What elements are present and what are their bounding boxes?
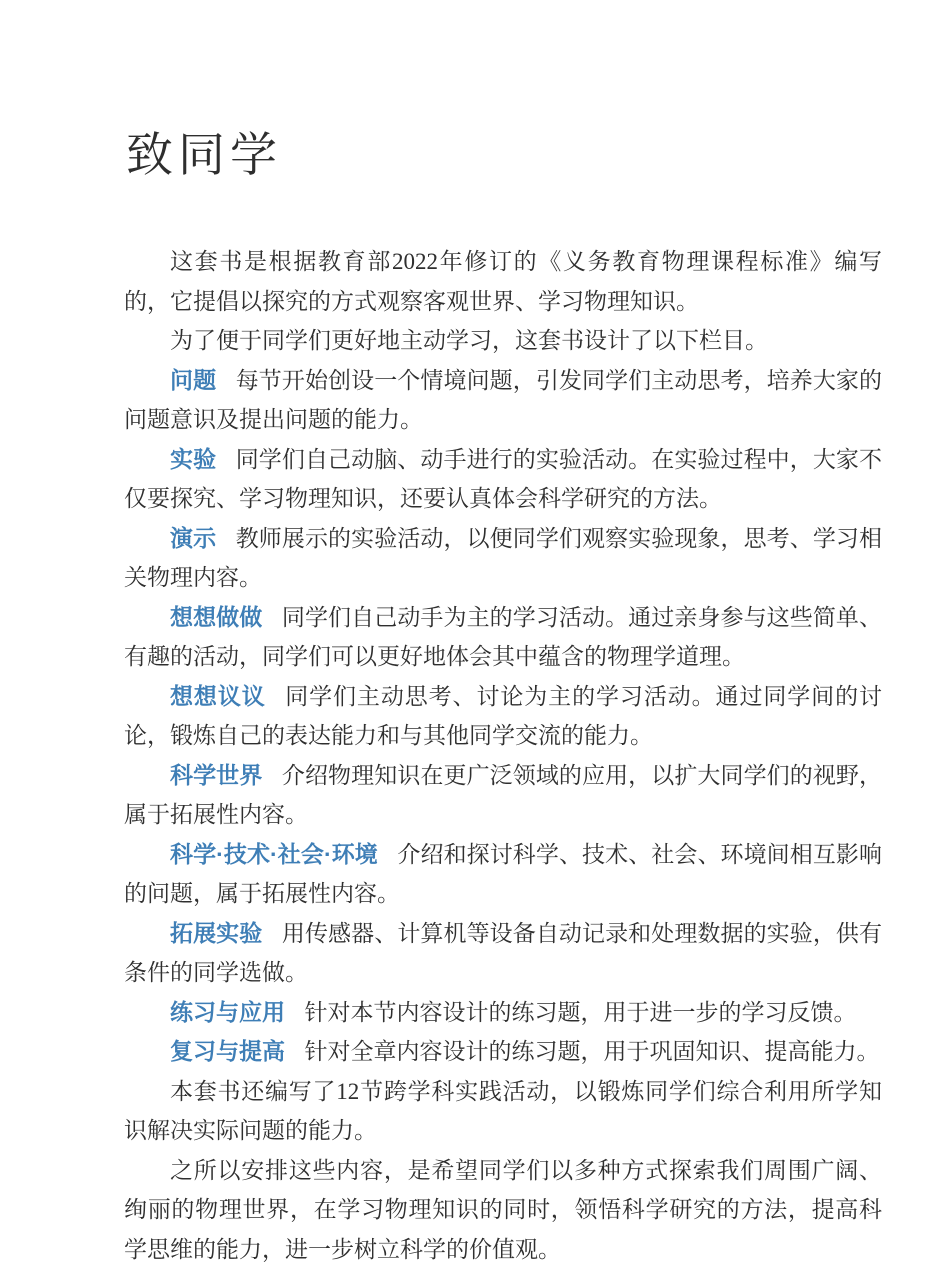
intro-paragraph <box>124 321 882 361</box>
intro-paragraph-text: 这套书是根据教育部2022年修订的《义务教育物理课程标准》编写的，它提倡以探究的方式观察客观世界、学习物理知识。 <box>124 249 882 314</box>
closing-paragraph <box>124 1151 882 1270</box>
column-item <box>124 993 882 1033</box>
column-item <box>124 1032 882 1072</box>
intro-paragraph-text: 为了便于同学们更好地主动学习，这套书设计了以下栏目。 <box>170 328 768 353</box>
column-label: 问题 <box>170 366 217 393</box>
column-label: 想想议议 <box>170 682 266 709</box>
column-desc: 同学们主动思考、讨论为主的学习活动。通过同学间的讨论，锻炼自己的表达能力和与其他同学交流的能力。 <box>124 683 883 748</box>
column-label: 科学·技术·社会·环境 <box>170 840 378 867</box>
column-desc: 教师展示的实验活动，以便同学们观察实验现象，思考、学习相关物理内容。 <box>124 525 883 590</box>
column-desc: 介绍物理知识在更广泛领域的应用，以扩大同学们的视野，属于拓展性内容。 <box>124 762 883 827</box>
column-desc: 针对本节内容设计的练习题，用于进一步的学习反馈。 <box>304 999 857 1025</box>
column-label: 想想做做 <box>170 603 263 630</box>
column-desc: 同学们自己动脑、动手进行的实验活动。在实验过程中，大家不仅要探究、学习物理知识，还要认真体会科学研究的方法。 <box>124 446 883 511</box>
column-item <box>124 756 882 835</box>
column-desc: 介绍和探讨科学、技术、社会、环境间相互影响的问题，属于拓展性内容。 <box>124 841 882 906</box>
closing-paragraph <box>124 1072 882 1151</box>
column-item <box>124 440 882 519</box>
column-label: 拓展实验 <box>170 919 263 946</box>
column-label: 演示 <box>170 524 217 551</box>
column-item <box>124 914 882 993</box>
column-item <box>124 598 882 677</box>
column-label: 复习与提高 <box>170 1038 285 1064</box>
column-item <box>124 835 882 914</box>
column-desc: 同学们自己动手为主的学习活动。通过亲身参与这些简单、有趣的活动，同学们可以更好地体会其中蕴含的物理学道理。 <box>124 604 883 669</box>
closing-paragraph-text: 本套书还编写了12节跨学科实践活动，以锻炼同学们综合利用所学知识解决实际问题的能力。 <box>124 1078 882 1143</box>
column-item <box>124 677 882 756</box>
column-item <box>124 519 882 598</box>
column-desc: 用传感器、计算机等设备自动记录和处理数据的实验，供有条件的同学选做。 <box>124 920 883 985</box>
closing-paragraph-text: 之所以安排这些内容，是希望同学们以多种方式探索我们周围广阔、绚丽的物理世界，在学习物理知识的同时，领悟科学研究的方法，提高科学思维的能力，进一步树立科学的价值观。 <box>124 1157 882 1262</box>
column-desc: 每节开始创设一个情境问题，引发同学们主动思考，培养大家的问题意识及提出问题的能力。 <box>124 367 883 432</box>
column-desc: 针对全章内容设计的练习题，用于巩固知识、提高能力。 <box>304 1039 880 1064</box>
column-label: 练习与应用 <box>170 998 285 1025</box>
column-label: 科学世界 <box>170 761 263 788</box>
intro-paragraph <box>124 242 882 321</box>
column-label: 实验 <box>170 445 217 472</box>
column-item <box>124 361 882 440</box>
page-title: 致同学 <box>126 128 282 184</box>
page-body <box>124 242 882 1269</box>
